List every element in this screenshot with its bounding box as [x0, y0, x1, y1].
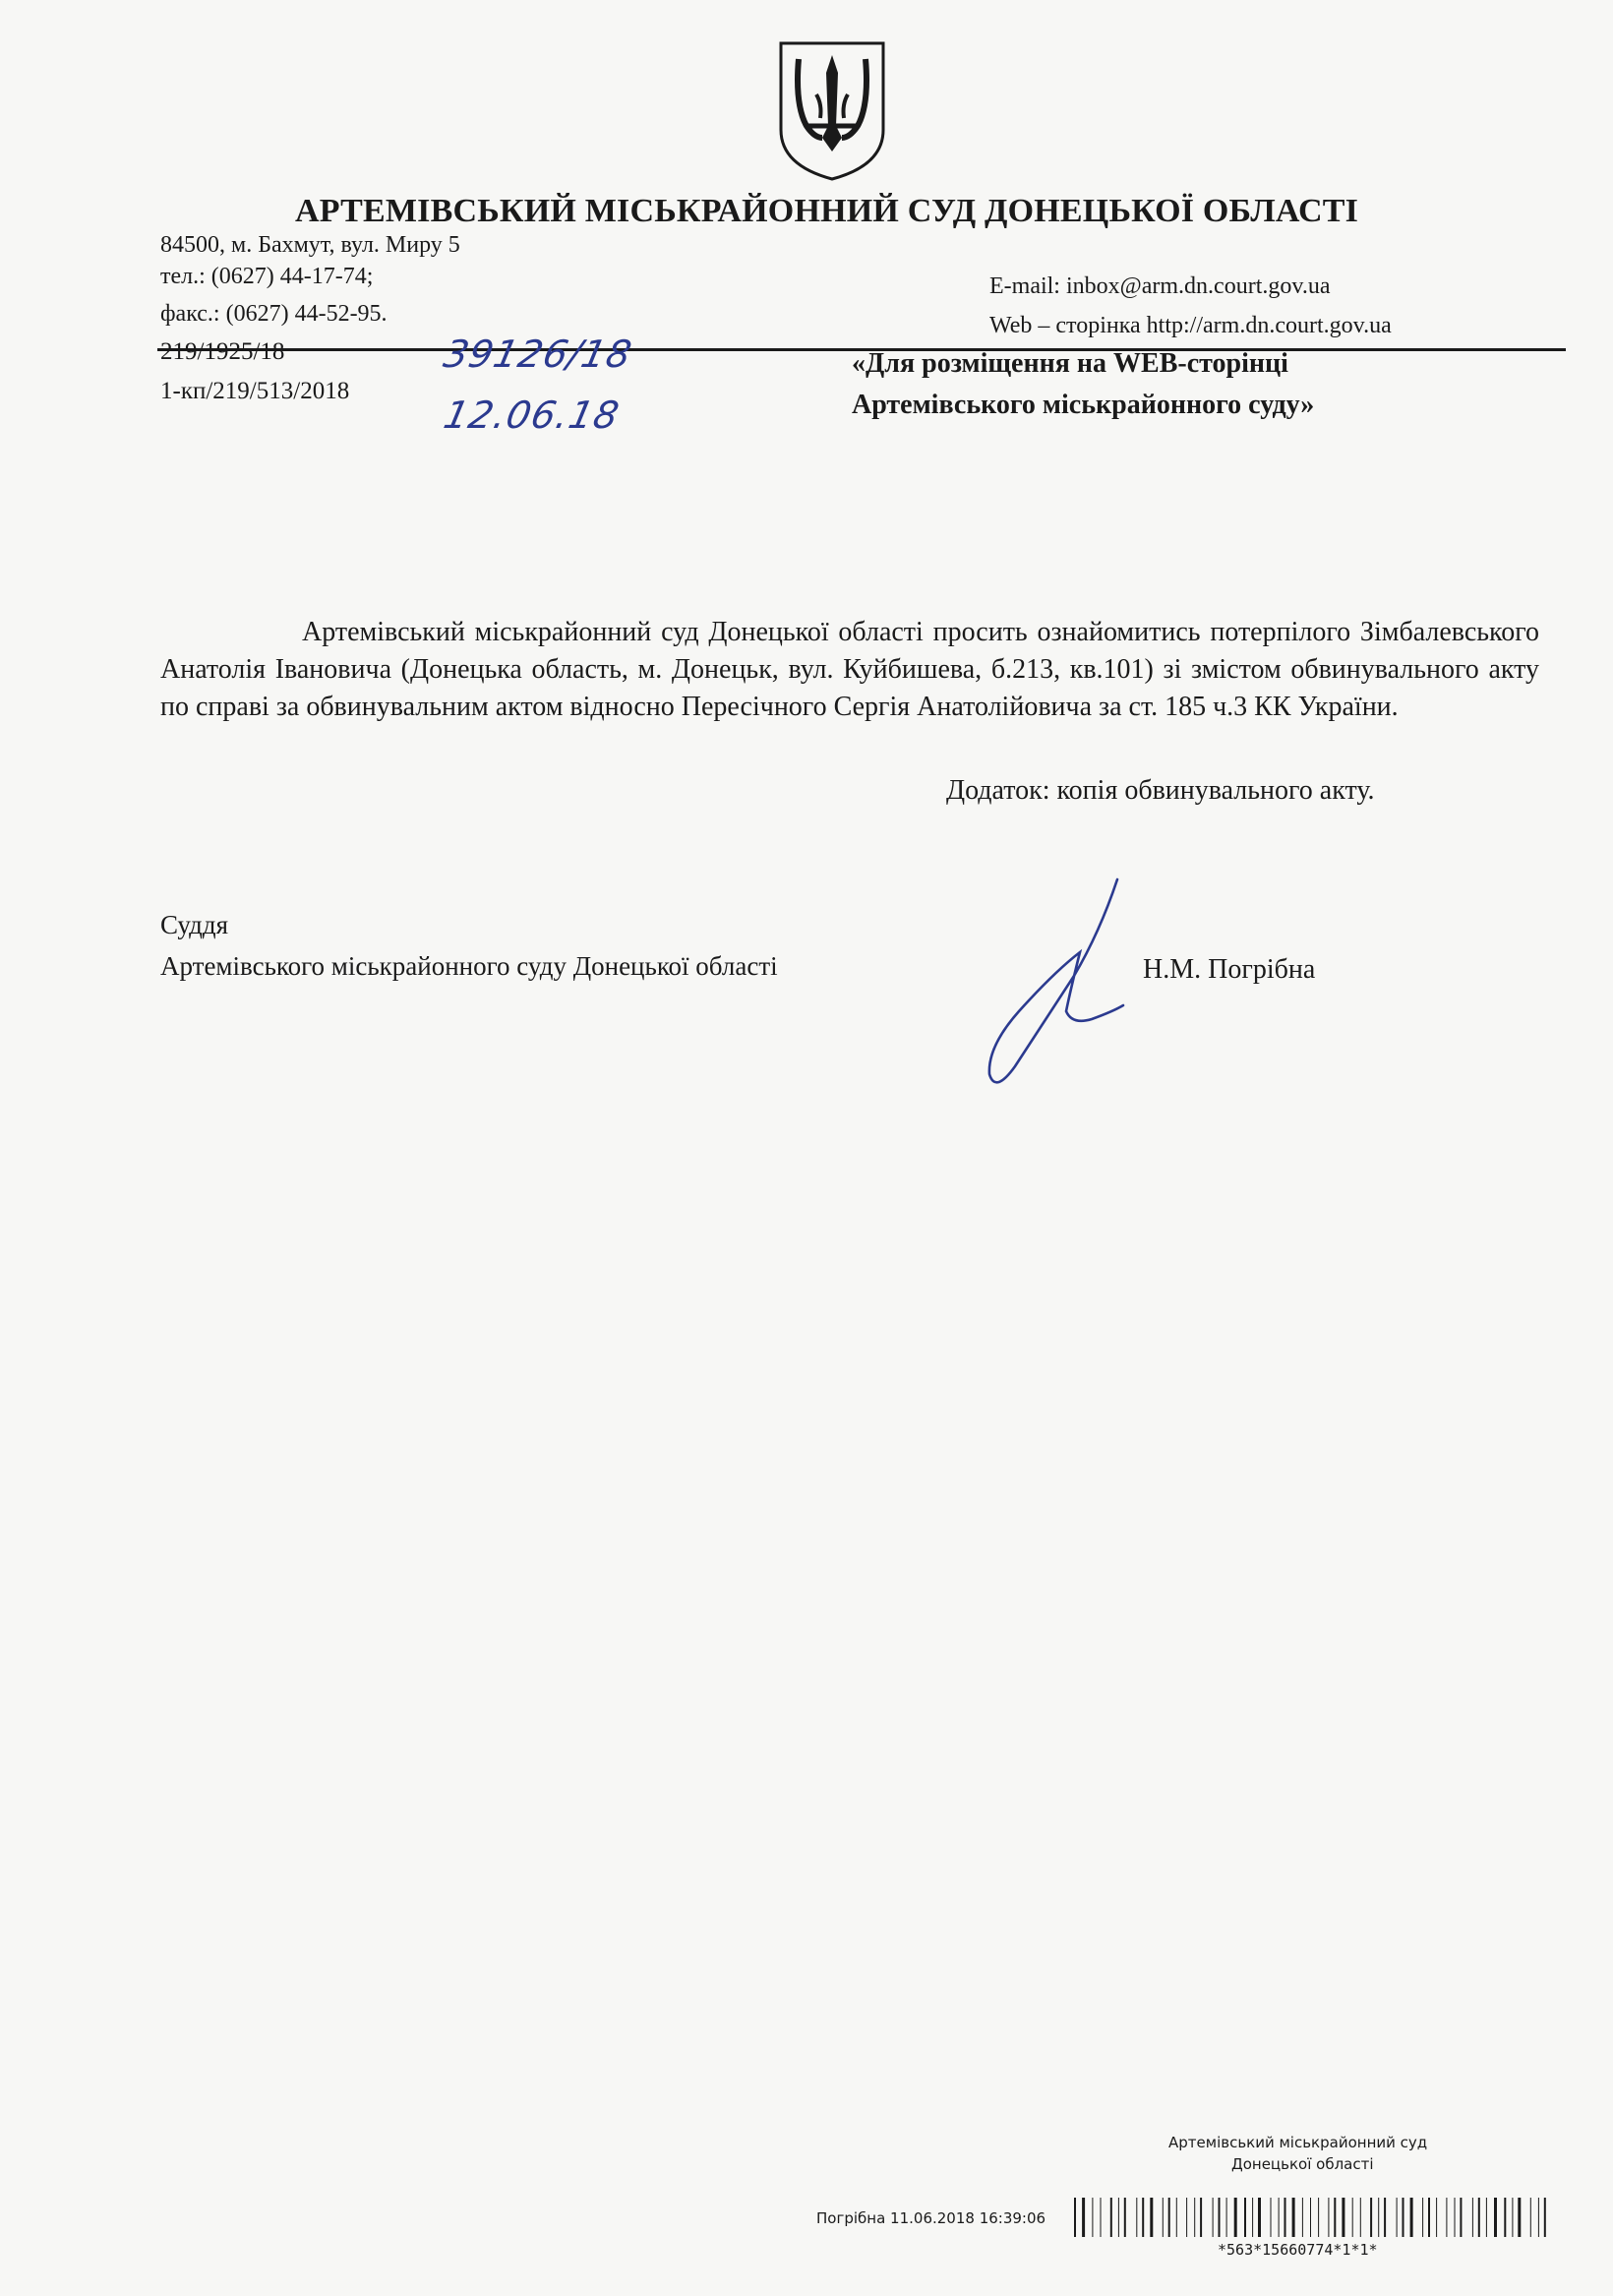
- court-website: Web – сторінка http://arm.dn.court.gov.ua: [989, 313, 1392, 338]
- court-name-heading: АРТЕМІВСЬКИЙ МІСЬКРАЙОННИЙ СУД ДОНЕЦЬКОЇ ОБЛАСТІ: [295, 193, 1359, 229]
- annex-note: Додаток: копія обвинувального акту.: [946, 775, 1375, 806]
- stamp-court-name: Артемівський міськрайонний суд: [1168, 2134, 1428, 2151]
- proceeding-number: 1-кп/219/513/2018: [160, 378, 350, 404]
- handwritten-registration-date: 12.06.18: [440, 393, 624, 437]
- barcode-text: *563*15660774*1*1*: [1218, 2241, 1378, 2259]
- stamp-registration: Погрібна 11.06.2018 16:39:06: [816, 2209, 1046, 2227]
- body-paragraph: Артемівський міськрайонний суд Донецької області просить ознайомитись потерпілого Зімбалевського Анатолія Івановича (Донецька область, м. Донецьк, вул. Куйбишева, б.213, кв.101) зі змістом обвинувального акту по справі за обвинувальним актом відносно Пересічного Сергія Анатолійовича за ст. 185 ч.3 КК України.: [160, 617, 1539, 722]
- barcode: [1074, 2198, 1552, 2237]
- publication-note-line1: «Для розміщення на WEB-сторінці: [852, 348, 1288, 379]
- publication-note-line2: Артемівського міськрайонного суду»: [852, 390, 1315, 420]
- stamp-region: Донецької області: [1231, 2155, 1374, 2173]
- judge-name: Н.М. Погрібна: [1143, 954, 1316, 985]
- court-phone: тел.: (0627) 44-17-74;: [160, 264, 374, 289]
- handwritten-signature: [976, 874, 1133, 1092]
- judge-title: Суддя: [160, 910, 229, 939]
- handwritten-registration-number: 39126/18: [440, 332, 636, 376]
- court-email: E-mail: inbox@arm.dn.court.gov.ua: [989, 273, 1331, 299]
- trident-emblem-icon: [773, 35, 891, 185]
- letter-body: [160, 614, 1539, 726]
- court-address: 84500, м. Бахмут, вул. Миру 5: [160, 232, 460, 258]
- judge-court: Артемівського міськрайонного суду Донецької області: [160, 951, 778, 981]
- case-number: 219/1925/18: [160, 338, 285, 365]
- court-fax: факс.: (0627) 44-52-95.: [160, 301, 388, 327]
